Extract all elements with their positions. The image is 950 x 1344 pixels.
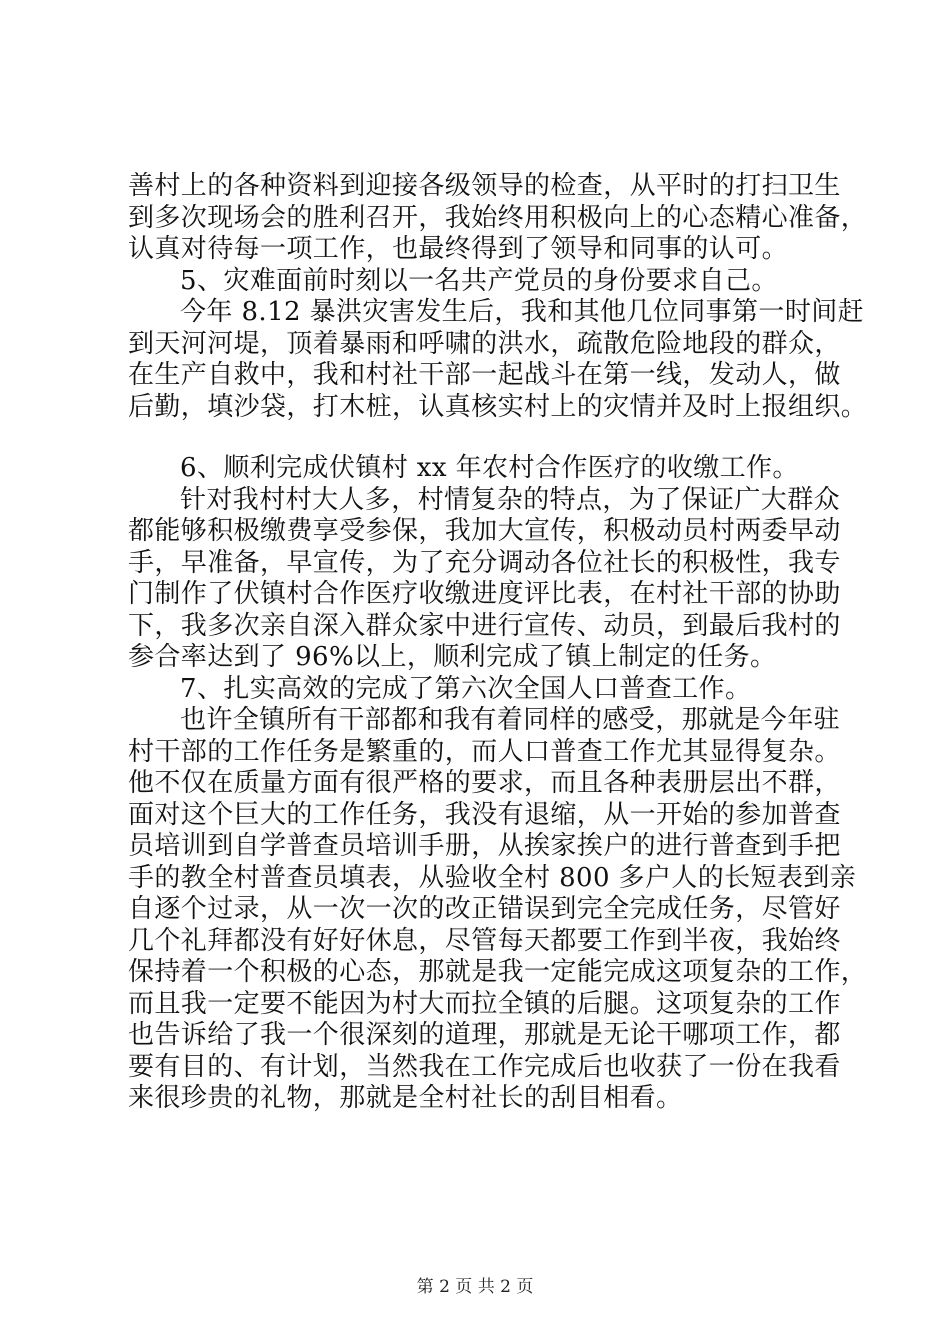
body-text-line: 门制作了伏镇村合作医疗收缴进度评比表，在村社干部的协助 (128, 579, 841, 609)
body-text-line: 他不仅在质量方面有很严格的要求，而且各种表册层出不群， (128, 768, 841, 798)
body-text-line: 而且我一定要不能因为村大而拉全镇的后腿。这项复杂的工作 (128, 988, 841, 1019)
paragraph-gap (128, 423, 833, 453)
body-text-line: 都能够积极缴费享受参保，我加大宣传，积极动员村两委早动 (128, 516, 841, 546)
body-text-line: 到天河河堤，顶着暴雨和呼啸的洪水，疏散危险地段的群众， (128, 328, 841, 359)
body-text-line: 后勤，填沙袋，打木桩，认真核实村上的灾情并及时上报组织。 (128, 391, 868, 422)
body-text-line: 参合率达到了 96%以上，顺利完成了镇上制定的任务。 (128, 642, 777, 672)
body-text-line: 下，我多次亲自深入群众家中进行宣传、动员，到最后我村的 (128, 610, 841, 641)
body-text-line: 今年 8.12 暴洪灾害发生后，我和其他几位同事第一时间赶 (180, 297, 865, 327)
body-text-line: 村干部的工作任务是繁重的，而人口普查工作尤其显得复杂。 (128, 736, 841, 767)
body-text-line: 认真对待每一项工作，也最终得到了领导和同事的认可。 (128, 234, 789, 264)
body-text-line: 手，早准备，早宣传，为了充分调动各位社长的积极性，我专 (128, 547, 841, 578)
body-text-line: 手的教全村普查员填表，从验收全村 800 多户人的长短表到亲 (128, 862, 857, 893)
body-text-line: 自逐个过录，从一次一次的改正错误到完全完成任务，尽管好 (128, 894, 841, 924)
body-text-line: 也告诉给了我一个很深刻的道理，那就是无论干哪项工作，都 (128, 1020, 841, 1050)
body-text-line: 善村上的各种资料到迎接各级领导的检查，从平时的打扫卫生 (128, 171, 841, 201)
body-text-line: 针对我村村大人多，村情复杂的特点，为了保证广大群众 (180, 484, 841, 515)
section-heading-7: 7、扎实高效的完成了第六次全国人口普查工作。 (180, 673, 752, 704)
document-body (128, 171, 868, 1115)
body-text-line: 到多次现场会的胜利召开，我始终用积极向上的心态精心准备， (128, 202, 868, 233)
body-text-line: 要有目的、有计划，当然我在工作完成后也收获了一份在我看 (128, 1051, 841, 1082)
body-text-line: 来很珍贵的礼物，那就是全村社长的刮目相看。 (128, 1083, 683, 1113)
section-heading-5: 5、灾难面前时刻以一名共产党员的身份要求自己。 (180, 265, 778, 296)
body-text-line: 面对这个巨大的工作任务，我没有退缩，从一开始的参加普查 (128, 799, 841, 830)
body-text-line: 也许全镇所有干部都和我有着同样的感受，那就是今年驻 (180, 705, 841, 735)
body-text-line: 几个礼拜都没有好好休息，尽管每天都要工作到半夜，我始终 (128, 925, 841, 956)
body-text-line: 保持着一个积极的心态，那就是我一定能完成这项复杂的工作， (128, 957, 868, 987)
body-text-line: 在生产自救中，我和村社干部一起战斗在第一线，发动人，做 (128, 360, 841, 390)
section-heading-6: 6、顺利完成伏镇村 xx 年农村合作医疗的收缴工作。 (180, 453, 799, 483)
body-text-line: 员培训到自学普查员培训手册，从挨家挨户的进行普查到手把 (128, 831, 841, 861)
page-number-footer: 第 2 页 共 2 页 (416, 1277, 534, 1297)
